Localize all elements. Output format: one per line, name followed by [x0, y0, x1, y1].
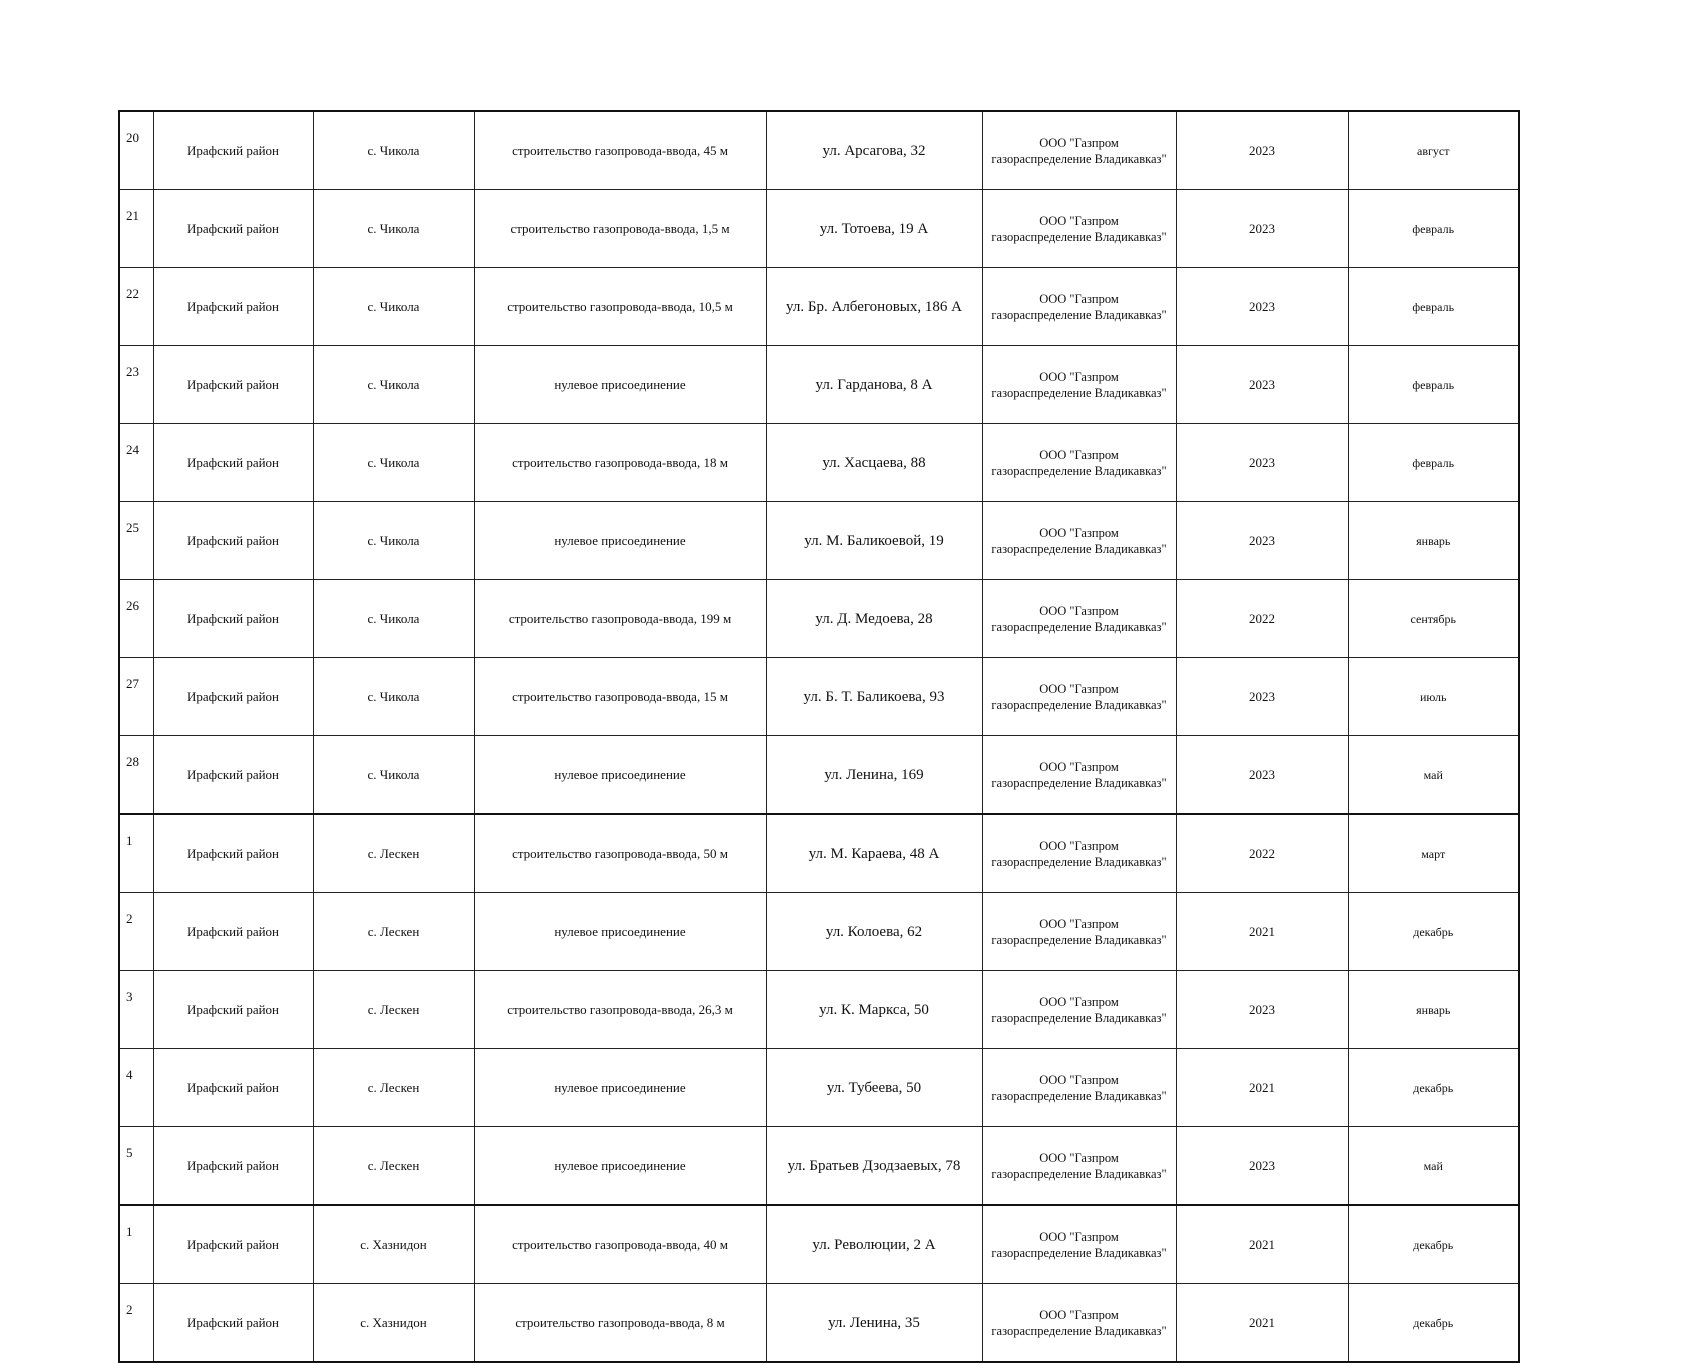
village-cell: с. Чикола [313, 502, 474, 580]
address-cell: ул. Революции, 2 А [766, 1205, 982, 1284]
organization-name-line1: ООО "Газпром [1039, 1307, 1119, 1322]
organization-name-line2: газораспределение Владикавказ" [991, 463, 1167, 478]
year-cell: 2023 [1176, 190, 1348, 268]
address-cell: ул. Арсагова, 32 [766, 111, 982, 190]
district-cell: Ирафский район [153, 658, 313, 736]
village-cell: с. Лескен [313, 893, 474, 971]
district-cell: Ирафский район [153, 736, 313, 815]
district-cell: Ирафский район [153, 1205, 313, 1284]
year-cell: 2023 [1176, 736, 1348, 815]
organization-name-line1: ООО "Газпром [1039, 994, 1119, 1009]
address-cell: ул. Хасцаева, 88 [766, 424, 982, 502]
row-number: 26 [119, 580, 153, 658]
village-cell: с. Чикола [313, 346, 474, 424]
organization-name-line1: ООО "Газпром [1039, 213, 1119, 228]
organization-cell [982, 268, 1176, 346]
organization-name-line2: газораспределение Владикавказ" [991, 541, 1167, 556]
row-number: 3 [119, 971, 153, 1049]
organization-cell [982, 190, 1176, 268]
village-cell: с. Чикола [313, 190, 474, 268]
organization-cell [982, 893, 1176, 971]
row-number: 2 [119, 893, 153, 971]
organization-cell [982, 814, 1176, 893]
organization-name-line2: газораспределение Владикавказ" [991, 1323, 1167, 1338]
table-row [119, 346, 1519, 424]
month-cell: май [1348, 736, 1519, 815]
district-cell: Ирафский район [153, 1284, 313, 1363]
table-row [119, 1205, 1519, 1284]
row-number: 20 [119, 111, 153, 190]
month-cell: декабрь [1348, 893, 1519, 971]
work-type-cell: нулевое присоединение [474, 1049, 766, 1127]
month-cell: декабрь [1348, 1049, 1519, 1127]
work-type-cell: строительство газопровода-ввода, 18 м [474, 424, 766, 502]
district-cell: Ирафский район [153, 424, 313, 502]
organization-name-line1: ООО "Газпром [1039, 681, 1119, 696]
address-cell: ул. Б. Т. Баликоева, 93 [766, 658, 982, 736]
organization-name-line2: газораспределение Владикавказ" [991, 932, 1167, 947]
organization-cell [982, 424, 1176, 502]
table-body [119, 111, 1519, 1362]
village-cell: с. Хазнидон [313, 1205, 474, 1284]
month-cell: декабрь [1348, 1205, 1519, 1284]
organization-cell [982, 1205, 1176, 1284]
table-row [119, 736, 1519, 815]
row-number: 21 [119, 190, 153, 268]
district-cell: Ирафский район [153, 1049, 313, 1127]
year-cell: 2021 [1176, 1049, 1348, 1127]
table-row [119, 814, 1519, 893]
table-row [119, 971, 1519, 1049]
organization-name-line2: газораспределение Владикавказ" [991, 619, 1167, 634]
work-type-cell: строительство газопровода-ввода, 8 м [474, 1284, 766, 1363]
month-cell: январь [1348, 971, 1519, 1049]
organization-name-line1: ООО "Газпром [1039, 369, 1119, 384]
organization-name-line2: газораспределение Владикавказ" [991, 385, 1167, 400]
row-number: 27 [119, 658, 153, 736]
year-cell: 2022 [1176, 814, 1348, 893]
district-cell: Ирафский район [153, 893, 313, 971]
address-cell: ул. Братьев Дзодзаевых, 78 [766, 1127, 982, 1206]
work-type-cell: нулевое присоединение [474, 736, 766, 815]
organization-cell [982, 1049, 1176, 1127]
row-number: 23 [119, 346, 153, 424]
organization-name-line2: газораспределение Владикавказ" [991, 1166, 1167, 1181]
village-cell: с. Чикола [313, 111, 474, 190]
month-cell: декабрь [1348, 1284, 1519, 1363]
year-cell: 2021 [1176, 1205, 1348, 1284]
table-row [119, 658, 1519, 736]
organization-name-line1: ООО "Газпром [1039, 838, 1119, 853]
work-type-cell: строительство газопровода-ввода, 40 м [474, 1205, 766, 1284]
district-cell: Ирафский район [153, 111, 313, 190]
address-cell: ул. Гарданова, 8 А [766, 346, 982, 424]
organization-name-line2: газораспределение Владикавказ" [991, 1245, 1167, 1260]
district-cell: Ирафский район [153, 268, 313, 346]
month-cell: январь [1348, 502, 1519, 580]
work-type-cell: нулевое присоединение [474, 346, 766, 424]
work-type-cell: строительство газопровода-ввода, 45 м [474, 111, 766, 190]
organization-cell [982, 736, 1176, 815]
year-cell: 2023 [1176, 268, 1348, 346]
year-cell: 2021 [1176, 1284, 1348, 1363]
organization-name-line1: ООО "Газпром [1039, 916, 1119, 931]
district-cell: Ирафский район [153, 346, 313, 424]
address-cell: ул. М. Баликоевой, 19 [766, 502, 982, 580]
work-type-cell: нулевое присоединение [474, 1127, 766, 1206]
row-number: 4 [119, 1049, 153, 1127]
table-row [119, 268, 1519, 346]
row-number: 1 [119, 1205, 153, 1284]
organization-name-line1: ООО "Газпром [1039, 1072, 1119, 1087]
row-number: 24 [119, 424, 153, 502]
village-cell: с. Лескен [313, 814, 474, 893]
row-number: 5 [119, 1127, 153, 1206]
village-cell: с. Чикола [313, 658, 474, 736]
year-cell: 2023 [1176, 502, 1348, 580]
work-type-cell: строительство газопровода-ввода, 50 м [474, 814, 766, 893]
address-cell: ул. Тубеева, 50 [766, 1049, 982, 1127]
organization-name-line1: ООО "Газпром [1039, 291, 1119, 306]
work-type-cell: нулевое присоединение [474, 893, 766, 971]
table-row [119, 1049, 1519, 1127]
organization-name-line2: газораспределение Владикавказ" [991, 307, 1167, 322]
organization-name-line2: газораспределение Владикавказ" [991, 229, 1167, 244]
organization-name-line2: газораспределение Владикавказ" [991, 775, 1167, 790]
address-cell: ул. Тотоева, 19 А [766, 190, 982, 268]
district-cell: Ирафский район [153, 814, 313, 893]
work-type-cell: строительство газопровода-ввода, 15 м [474, 658, 766, 736]
month-cell: май [1348, 1127, 1519, 1206]
year-cell: 2023 [1176, 346, 1348, 424]
table-row [119, 893, 1519, 971]
village-cell: с. Чикола [313, 268, 474, 346]
village-cell: с. Лескен [313, 1049, 474, 1127]
month-cell: февраль [1348, 346, 1519, 424]
month-cell: июль [1348, 658, 1519, 736]
table-row [119, 1127, 1519, 1206]
row-number: 1 [119, 814, 153, 893]
address-cell: ул. Бр. Албегоновых, 186 А [766, 268, 982, 346]
work-type-cell: строительство газопровода-ввода, 26,3 м [474, 971, 766, 1049]
address-cell: ул. Ленина, 35 [766, 1284, 982, 1363]
month-cell: февраль [1348, 190, 1519, 268]
table-row [119, 1284, 1519, 1363]
table-row [119, 111, 1519, 190]
organization-cell [982, 971, 1176, 1049]
year-cell: 2023 [1176, 424, 1348, 502]
month-cell: март [1348, 814, 1519, 893]
row-number: 2 [119, 1284, 153, 1363]
organization-name-line2: газораспределение Владикавказ" [991, 1088, 1167, 1103]
village-cell: с. Чикола [313, 736, 474, 815]
organization-name-line2: газораспределение Владикавказ" [991, 1010, 1167, 1025]
district-cell: Ирафский район [153, 580, 313, 658]
month-cell: сентябрь [1348, 580, 1519, 658]
organization-cell [982, 346, 1176, 424]
organization-cell [982, 658, 1176, 736]
organization-name-line2: газораспределение Владикавказ" [991, 697, 1167, 712]
work-type-cell: строительство газопровода-ввода, 199 м [474, 580, 766, 658]
work-type-cell: нулевое присоединение [474, 502, 766, 580]
year-cell: 2023 [1176, 111, 1348, 190]
table-row [119, 424, 1519, 502]
organization-cell [982, 580, 1176, 658]
organization-cell [982, 1127, 1176, 1206]
organization-name-line1: ООО "Газпром [1039, 525, 1119, 540]
organization-name-line1: ООО "Газпром [1039, 1229, 1119, 1244]
organization-name-line2: газораспределение Владикавказ" [991, 151, 1167, 166]
work-type-cell: строительство газопровода-ввода, 1,5 м [474, 190, 766, 268]
organization-name-line1: ООО "Газпром [1039, 603, 1119, 618]
table-row [119, 580, 1519, 658]
address-cell: ул. Колоева, 62 [766, 893, 982, 971]
year-cell: 2022 [1176, 580, 1348, 658]
organization-cell [982, 502, 1176, 580]
gas-connection-table [118, 110, 1520, 1363]
row-number: 25 [119, 502, 153, 580]
organization-cell [982, 1284, 1176, 1363]
organization-name-line2: газораспределение Владикавказ" [991, 854, 1167, 869]
address-cell: ул. Д. Медоева, 28 [766, 580, 982, 658]
village-cell: с. Чикола [313, 580, 474, 658]
table-row [119, 190, 1519, 268]
year-cell: 2023 [1176, 1127, 1348, 1206]
month-cell: февраль [1348, 268, 1519, 346]
work-type-cell: строительство газопровода-ввода, 10,5 м [474, 268, 766, 346]
year-cell: 2023 [1176, 658, 1348, 736]
document-page [118, 110, 1518, 1363]
year-cell: 2023 [1176, 971, 1348, 1049]
month-cell: август [1348, 111, 1519, 190]
organization-name-line1: ООО "Газпром [1039, 135, 1119, 150]
district-cell: Ирафский район [153, 971, 313, 1049]
district-cell: Ирафский район [153, 502, 313, 580]
district-cell: Ирафский район [153, 190, 313, 268]
village-cell: с. Чикола [313, 424, 474, 502]
organization-cell [982, 111, 1176, 190]
table-row [119, 502, 1519, 580]
village-cell: с. Лескен [313, 971, 474, 1049]
village-cell: с. Лескен [313, 1127, 474, 1206]
row-number: 22 [119, 268, 153, 346]
month-cell: февраль [1348, 424, 1519, 502]
district-cell: Ирафский район [153, 1127, 313, 1206]
row-number: 28 [119, 736, 153, 815]
address-cell: ул. К. Маркса, 50 [766, 971, 982, 1049]
village-cell: с. Хазнидон [313, 1284, 474, 1363]
address-cell: ул. М. Караева, 48 А [766, 814, 982, 893]
year-cell: 2021 [1176, 893, 1348, 971]
organization-name-line1: ООО "Газпром [1039, 759, 1119, 774]
organization-name-line1: ООО "Газпром [1039, 1150, 1119, 1165]
organization-name-line1: ООО "Газпром [1039, 447, 1119, 462]
address-cell: ул. Ленина, 169 [766, 736, 982, 815]
